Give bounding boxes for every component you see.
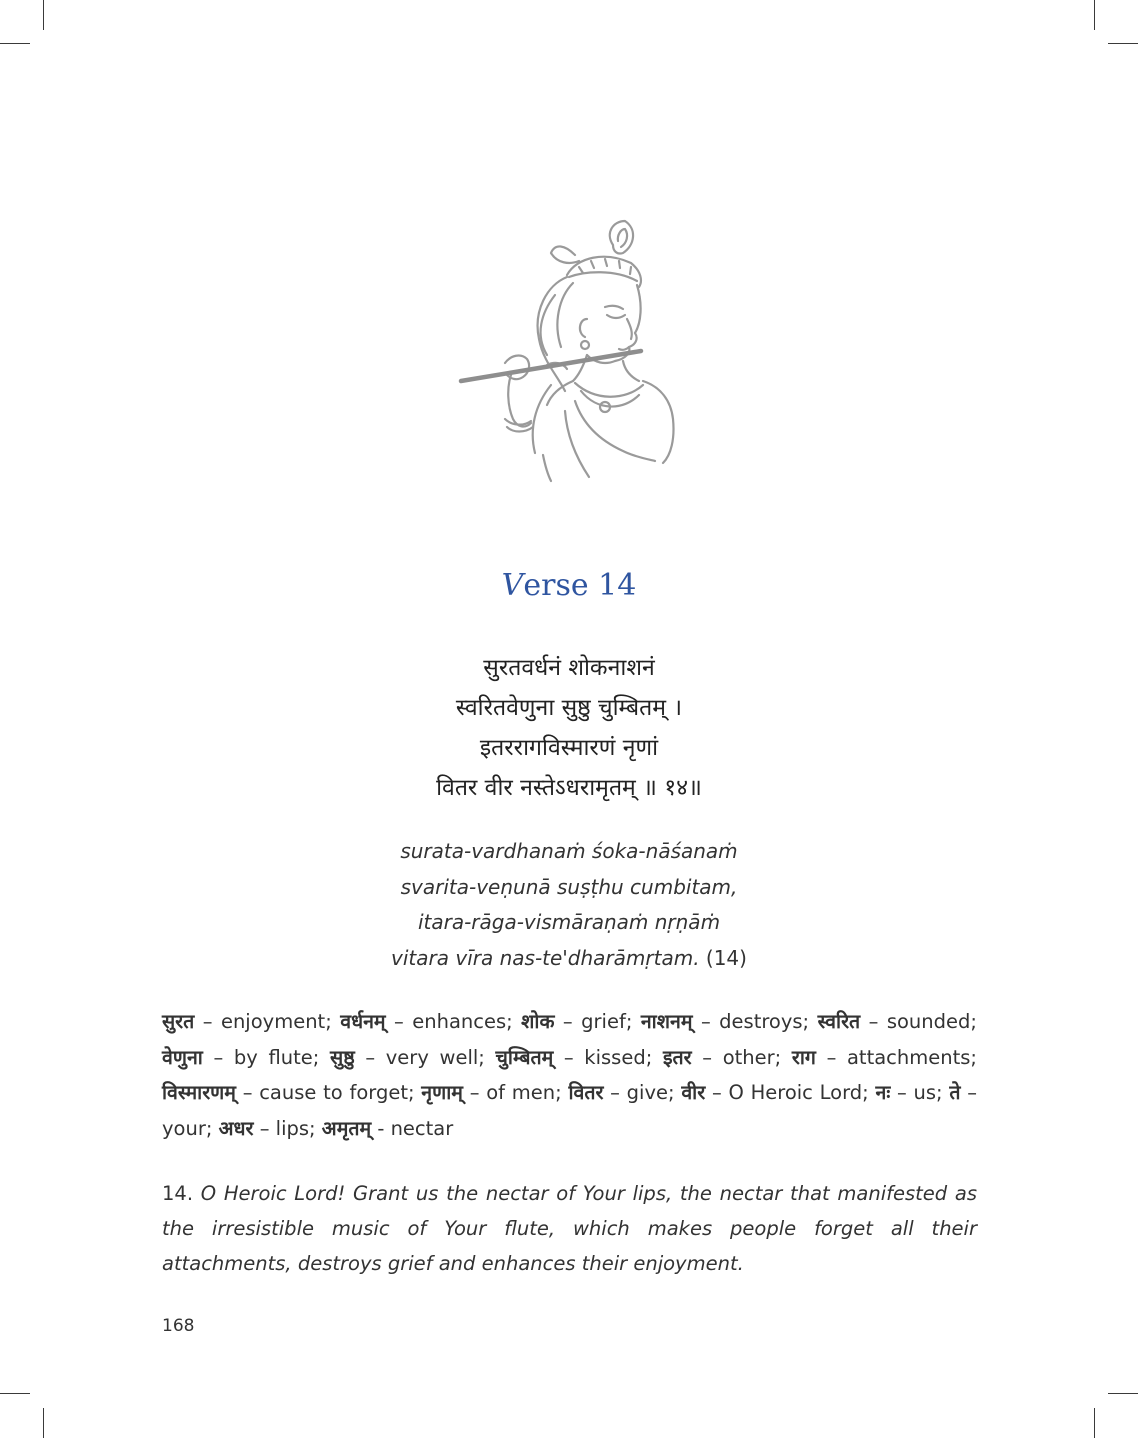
sanskrit-line: सुरतवर्धनं शोकनाशनं [483, 655, 655, 681]
synonym-word: स्वरित [817, 1010, 861, 1033]
synonym-meaning: – by flute; [202, 1045, 331, 1069]
transliteration-last-line: vitara vīra nas-te'dharāmṛtam. [391, 945, 700, 970]
synonym-meaning: – O Heroic Lord; [705, 1081, 876, 1104]
synonym-meaning: – us; [890, 1081, 950, 1104]
transliteration-line: itara-rāga-vismāraṇaṁ nṛṇāṁ [417, 910, 721, 934]
synonym-word: वीर [681, 1081, 706, 1104]
synonym-word: सुरत [162, 1010, 195, 1033]
crop-mark [1108, 43, 1138, 44]
verse-title-initial: V [501, 568, 524, 603]
synonym-meaning: - nectar [371, 1116, 454, 1140]
synonym-word: शोक [521, 1010, 555, 1033]
transliteration-line: surata-vardhanaṁ śoka-nāśanaṁ [400, 839, 738, 863]
transliteration [0, 834, 1138, 976]
crop-mark [43, 0, 44, 30]
synonym-meaning: – destroys; [692, 1010, 818, 1033]
synonym-word: अधर [218, 1116, 254, 1140]
synonym-meaning: – very well; [354, 1045, 496, 1069]
synonym-meaning: – other; [691, 1045, 792, 1069]
sanskrit-line: स्वरितवेणुना सुष्ठु चुम्बितम् । [455, 695, 683, 721]
synonym-word: चुम्बितम् [495, 1045, 554, 1069]
crop-mark [0, 43, 30, 44]
verse-translation [162, 1176, 977, 1281]
translation-number: 14. [162, 1182, 201, 1205]
page-number: 168 [162, 1316, 195, 1336]
verse-title [0, 568, 1138, 603]
synonym-meaning: – lips; [253, 1116, 322, 1140]
crop-mark [0, 1393, 30, 1394]
crop-mark [1108, 1393, 1138, 1394]
transliteration-line [0, 941, 1138, 977]
synonym-word: नः [875, 1081, 891, 1104]
crop-mark [1094, 1408, 1095, 1438]
synonym-meaning: – your; [162, 1081, 978, 1140]
synonym-meaning: – attachments; [815, 1045, 977, 1069]
synonym-word: सुष्ठु [330, 1045, 355, 1069]
synonym-word: वेणुना [162, 1045, 203, 1069]
synonym-meaning: – of men; [462, 1081, 569, 1104]
verse-ref: (14) [699, 945, 747, 970]
synonym-word: वर्धनम् [340, 1010, 386, 1033]
crop-mark [1094, 0, 1095, 30]
synonym-meaning: – cause to forget; [235, 1081, 422, 1104]
translation-text: O Heroic Lord! Grant us the nectar of Your lips, the nectar that manifested as the irresistible music of Your flute, which makes people forget all their attachments, destroys grief and enhances their enjoyment. [162, 1182, 977, 1275]
crop-mark [43, 1408, 44, 1438]
synonym-meaning: – sounded; [860, 1010, 977, 1033]
transliteration-line: svarita-veṇunā suṣṭhu cumbitam, [400, 874, 738, 899]
sanskrit-line: वितर वीर नस्तेऽधरामृतम् ॥ १४॥ [436, 775, 702, 801]
word-for-word-synonyms [162, 1004, 977, 1146]
synonym-word: विस्मारणम् [162, 1081, 236, 1104]
verse-title-rest: erse 14 [523, 568, 637, 603]
synonym-meaning: – enhances; [385, 1010, 522, 1033]
krishna-flute-illustration [455, 215, 685, 483]
synonym-meaning: – give; [603, 1081, 682, 1104]
sanskrit-line: इतररागविस्मारणं नृणां [479, 735, 659, 761]
synonym-word: ते [949, 1081, 961, 1104]
synonym-word: वितर [568, 1081, 604, 1104]
synonym-word: अमृतम् [321, 1116, 372, 1140]
synonym-word: इतर [662, 1045, 692, 1069]
synonym-meaning: – grief; [554, 1010, 641, 1033]
synonym-word: राग [791, 1045, 816, 1069]
synonym-meaning: – enjoyment; [194, 1010, 341, 1033]
sanskrit-verse [0, 648, 1138, 808]
synonym-word: नाशनम् [640, 1010, 693, 1033]
synonym-word: नृणाम् [421, 1081, 463, 1104]
synonym-meaning: – kissed; [553, 1045, 663, 1069]
